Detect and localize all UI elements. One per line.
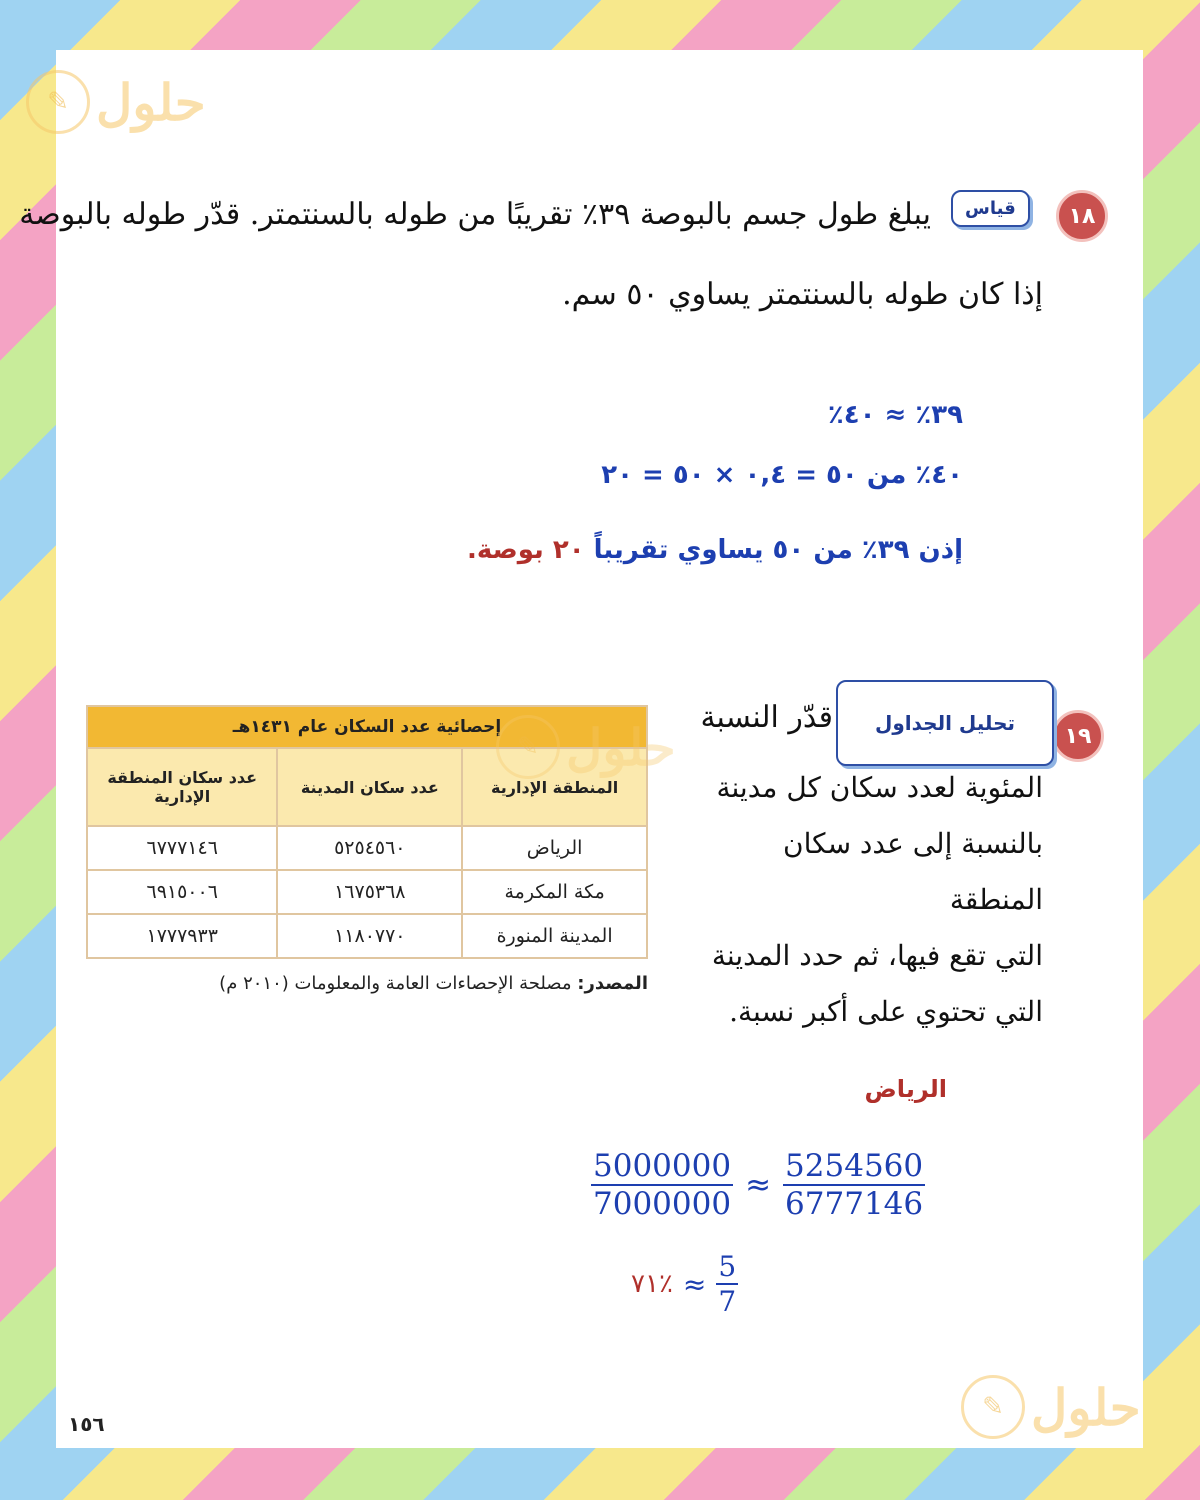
book-seal-icon: ✎ bbox=[496, 715, 560, 779]
fraction-simplified: $\frac{5}{7}$ bbox=[718, 1250, 737, 1318]
textbook-page bbox=[19, 50, 1143, 1448]
table-caption: إحصائية عدد السكان عام ١٤٣١هـ bbox=[87, 706, 647, 748]
watermark-word: حلول bbox=[566, 717, 676, 777]
table-header-region: المنطقة الإدارية bbox=[462, 748, 647, 826]
q19-line2: المئوية لعدد سكان كل مدينة bbox=[716, 771, 1043, 804]
q18-line1: يبلغ طول جسم بالبوصة ٣٩٪ تقريبًا من طوله بالسنتمتر. قدّر طوله بالبوصة bbox=[19, 197, 931, 232]
q19-line1: قدّر النسبة bbox=[700, 700, 833, 735]
q18-line2: إذا كان طوله بالسنتمتر يساوي ٥٠ سم. bbox=[562, 277, 1043, 312]
q19-line5: التي تحتوي على أكبر نسبة. bbox=[729, 995, 1043, 1028]
page-number: ١٥٦ bbox=[68, 1412, 105, 1436]
table-cell: ١١٨٠٧٧٠ bbox=[277, 914, 462, 958]
q19-text bbox=[703, 760, 1043, 1040]
table-row bbox=[87, 826, 647, 870]
q19-fraction-row bbox=[591, 1148, 925, 1222]
question-number-18: ١٨ bbox=[1056, 190, 1108, 242]
conclusion-blue: إذن ٣٩٪ من ٥٠ يساوي تقريباً bbox=[593, 535, 963, 565]
q18-answer-step1: ٣٩٪ ≈ ٤٠٪ bbox=[827, 400, 963, 430]
table-header-city-pop: عدد سكان المدينة bbox=[277, 748, 462, 826]
fraction-actual: $\frac{5254560}{6777146}$ bbox=[785, 1148, 924, 1222]
approx-sign-2: ≈ bbox=[682, 1267, 707, 1301]
q19-percent-row bbox=[631, 1250, 738, 1318]
approx-sign: ≈ bbox=[745, 1167, 772, 1203]
table-cell: ٦٩١٥٠٠٦ bbox=[87, 870, 277, 914]
question-number-19: ١٩ bbox=[1052, 710, 1104, 762]
watermark-logo-bottom bbox=[961, 1375, 1141, 1439]
q19-line4: التي تقع فيها، ثم حدد المدينة bbox=[711, 939, 1043, 972]
q18-answer-step2: ٤٠٪ من ٥٠ = ٠,٤ × ٥٠ = ٢٠ bbox=[601, 460, 963, 490]
watermark-word: حلول bbox=[96, 72, 206, 132]
book-seal-icon: ✎ bbox=[26, 70, 90, 134]
watermark-logo bbox=[26, 70, 206, 134]
table-cell: مكة المكرمة bbox=[462, 870, 647, 914]
table-header-region-pop: عدد سكان المنطقة الإدارية bbox=[87, 748, 277, 826]
table-cell: المدينة المنورة bbox=[462, 914, 647, 958]
table-cell: الرياض bbox=[462, 826, 647, 870]
table-row bbox=[87, 914, 647, 958]
table-cell: ١٦٧٥٣٦٨ bbox=[277, 870, 462, 914]
table-cell: ٦٧٧٧١٤٦ bbox=[87, 826, 277, 870]
watermark-logo-center bbox=[496, 715, 676, 779]
q19-line3: بالنسبة إلى عدد سكان المنطقة bbox=[783, 827, 1043, 916]
watermark-word: حلول bbox=[1031, 1377, 1141, 1437]
table-cell: ١٧٧٧٩٣٣ bbox=[87, 914, 277, 958]
source-text: مصلحة الإحصاءات العامة والمعلومات (٢٠١٠ م) bbox=[219, 973, 572, 994]
tag-measurement: قياس bbox=[951, 190, 1030, 227]
table-source bbox=[86, 973, 648, 994]
table-cell: ٥٢٥٤٥٦٠ bbox=[277, 826, 462, 870]
fraction-rounded: $\frac{5000000}{7000000}$ bbox=[593, 1148, 732, 1222]
q18-answer-conclusion bbox=[467, 535, 963, 565]
conclusion-red: ٢٠ بوصة. bbox=[466, 535, 585, 565]
table-row bbox=[87, 870, 647, 914]
tag-table-analysis: تحليل الجداول bbox=[836, 680, 1054, 766]
q19-answer-city: الرياض bbox=[864, 1075, 947, 1103]
percent-result: ٧١٪ bbox=[631, 1269, 673, 1299]
source-label: المصدر: bbox=[577, 973, 648, 994]
book-seal-icon: ✎ bbox=[961, 1375, 1025, 1439]
